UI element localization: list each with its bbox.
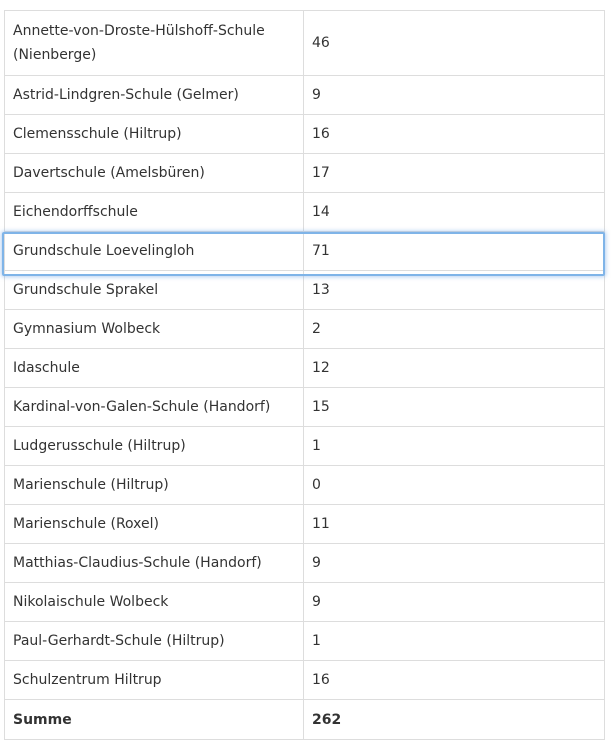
- sum-row: [5, 700, 605, 740]
- count-cell: 15: [304, 388, 605, 427]
- sum-label: Summe: [5, 700, 304, 740]
- school-name-cell: Idaschule: [5, 349, 304, 388]
- school-name-cell: Davertschule (Amelsbüren): [5, 154, 304, 193]
- count-cell: 13: [304, 271, 605, 310]
- count-cell: 16: [304, 661, 605, 700]
- school-name-cell: Grundschule Loevelingloh: [5, 232, 304, 271]
- count-cell: 9: [304, 76, 605, 115]
- count-cell: 1: [304, 427, 605, 466]
- school-name-cell: Annette-von-Droste-Hülshoff-Schule (Nienberge): [5, 11, 304, 76]
- table-row: [5, 115, 605, 154]
- table-row: [5, 193, 605, 232]
- count-cell: 17: [304, 154, 605, 193]
- table-row: [5, 427, 605, 466]
- school-name-cell: Astrid-Lindgren-Schule (Gelmer): [5, 76, 304, 115]
- table-row: [5, 388, 605, 427]
- table-row: [5, 661, 605, 700]
- count-cell: 9: [304, 583, 605, 622]
- school-name-cell: Ludgerusschule (Hiltrup): [5, 427, 304, 466]
- school-name-cell: Marienschule (Hiltrup): [5, 466, 304, 505]
- school-name-cell: Marienschule (Roxel): [5, 505, 304, 544]
- school-name-cell: Matthias-Claudius-Schule (Handorf): [5, 544, 304, 583]
- table-row: [5, 310, 605, 349]
- count-cell: 9: [304, 544, 605, 583]
- table-row: [5, 271, 605, 310]
- table-row: [5, 544, 605, 583]
- table-row: [5, 583, 605, 622]
- school-name-cell: Grundschule Sprakel: [5, 271, 304, 310]
- sum-value: 262: [304, 700, 605, 740]
- count-cell: 16: [304, 115, 605, 154]
- table-row-highlighted: [5, 232, 605, 271]
- school-name-cell: Paul-Gerhardt-Schule (Hiltrup): [5, 622, 304, 661]
- count-cell: 71: [304, 232, 605, 271]
- table-row: [5, 622, 605, 661]
- count-cell: 2: [304, 310, 605, 349]
- school-table-body: [5, 11, 605, 740]
- table-row: [5, 349, 605, 388]
- count-cell: 11: [304, 505, 605, 544]
- school-name-cell: Kardinal-von-Galen-Schule (Handorf): [5, 388, 304, 427]
- school-name-cell: Nikolaischule Wolbeck: [5, 583, 304, 622]
- table-row: [5, 76, 605, 115]
- table-row: [5, 505, 605, 544]
- school-name-cell: Gymnasium Wolbeck: [5, 310, 304, 349]
- count-cell: 46: [304, 11, 605, 76]
- school-name-cell: Clemensschule (Hiltrup): [5, 115, 304, 154]
- count-cell: 14: [304, 193, 605, 232]
- table-row: [5, 11, 605, 76]
- count-cell: 12: [304, 349, 605, 388]
- table-row: [5, 154, 605, 193]
- school-name-cell: Schulzentrum Hiltrup: [5, 661, 304, 700]
- table-row: [5, 466, 605, 505]
- count-cell: 1: [304, 622, 605, 661]
- school-name-cell: Eichendorffschule: [5, 193, 304, 232]
- school-table: [4, 10, 605, 740]
- count-cell: 0: [304, 466, 605, 505]
